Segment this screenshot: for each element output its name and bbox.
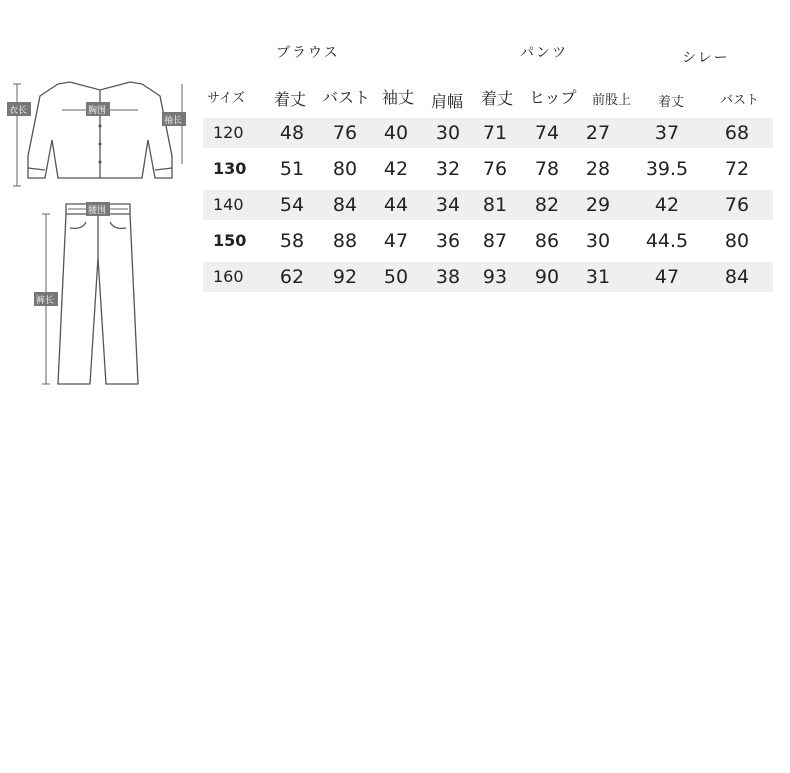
length-cell: 62 bbox=[279, 266, 305, 288]
size-cell: 140 bbox=[213, 195, 244, 214]
header-third-bust: バスト bbox=[720, 93, 760, 108]
group-label-sleeve: シレー bbox=[682, 50, 730, 66]
hip-cell: 82 bbox=[534, 194, 560, 216]
table-row bbox=[203, 190, 773, 220]
table-row bbox=[203, 226, 773, 256]
rise-cell: 28 bbox=[585, 158, 611, 180]
pants-waist-label: 腰围 bbox=[88, 206, 107, 216]
pants-diagram bbox=[28, 200, 178, 395]
shoulder-cell: 34 bbox=[435, 194, 461, 216]
sleeve-cell: 40 bbox=[383, 122, 409, 144]
length-cell: 58 bbox=[279, 230, 305, 252]
third-bust-cell: 68 bbox=[724, 122, 750, 144]
third-length-cell: 44.5 bbox=[645, 230, 689, 252]
sleeve-cell: 50 bbox=[383, 266, 409, 288]
third-bust-cell: 84 bbox=[724, 266, 750, 288]
length-cell: 51 bbox=[279, 158, 305, 180]
hip-cell: 90 bbox=[534, 266, 560, 288]
third-bust-cell: 80 bbox=[724, 230, 750, 252]
pants-length-cell: 87 bbox=[482, 230, 508, 252]
size-cell: 150 bbox=[213, 231, 247, 250]
header-size: サイズ bbox=[207, 91, 245, 106]
third-length-cell: 37 bbox=[654, 122, 680, 144]
third-length-cell: 47 bbox=[654, 266, 680, 288]
length-cell: 48 bbox=[279, 122, 305, 144]
rise-cell: 29 bbox=[585, 194, 611, 216]
shoulder-cell: 30 bbox=[435, 122, 461, 144]
header-hip: ヒップ bbox=[529, 88, 577, 107]
table-row bbox=[203, 154, 773, 184]
rise-cell: 31 bbox=[585, 266, 611, 288]
header-pants-length: 着丈 bbox=[481, 89, 514, 108]
pants-length-cell: 76 bbox=[482, 158, 508, 180]
shoulder-cell: 38 bbox=[435, 266, 461, 288]
sleeve-cell: 42 bbox=[383, 158, 409, 180]
header-length: 着丈 bbox=[274, 90, 307, 109]
hip-cell: 74 bbox=[534, 122, 560, 144]
rise-cell: 27 bbox=[585, 122, 611, 144]
shirt-chest-label: 胸围 bbox=[88, 106, 107, 116]
third-bust-cell: 76 bbox=[724, 194, 750, 216]
shoulder-cell: 36 bbox=[435, 230, 461, 252]
table-row bbox=[203, 262, 773, 292]
third-bust-cell: 72 bbox=[724, 158, 750, 180]
length-cell: 54 bbox=[279, 194, 305, 216]
hip-cell: 86 bbox=[534, 230, 560, 252]
shoulder-cell: 32 bbox=[435, 158, 461, 180]
shirt-sleeve-label: 袖长 bbox=[164, 116, 183, 126]
shirt-length-label: 衣长 bbox=[9, 106, 28, 116]
group-label-pants: パンツ bbox=[520, 45, 568, 61]
third-length-cell: 42 bbox=[654, 194, 680, 216]
table-row bbox=[203, 118, 773, 148]
bust-cell: 80 bbox=[332, 158, 358, 180]
header-rise: 前股上 bbox=[592, 93, 632, 108]
header-shoulder: 肩幅 bbox=[431, 92, 464, 111]
pants-length-cell: 71 bbox=[482, 122, 508, 144]
shirt-diagram bbox=[0, 78, 192, 188]
pants-length-cell: 81 bbox=[482, 194, 508, 216]
third-length-cell: 39.5 bbox=[645, 158, 689, 180]
header-third-length: 着丈 bbox=[658, 95, 685, 110]
sleeve-cell: 47 bbox=[383, 230, 409, 252]
size-cell: 120 bbox=[213, 123, 244, 142]
hip-cell: 78 bbox=[534, 158, 560, 180]
header-bust: バスト bbox=[322, 88, 371, 107]
bust-cell: 84 bbox=[332, 194, 358, 216]
bust-cell: 92 bbox=[332, 266, 358, 288]
pants-length-cell: 93 bbox=[482, 266, 508, 288]
header-sleeve: 袖丈 bbox=[382, 88, 415, 107]
bust-cell: 88 bbox=[332, 230, 358, 252]
rise-cell: 30 bbox=[585, 230, 611, 252]
group-label-blouse: ブラウス bbox=[276, 45, 340, 61]
bust-cell: 76 bbox=[332, 122, 358, 144]
size-cell: 130 bbox=[213, 159, 247, 178]
size-cell: 160 bbox=[213, 267, 244, 286]
sleeve-cell: 44 bbox=[383, 194, 409, 216]
pants-length-label: 裤长 bbox=[36, 296, 55, 306]
